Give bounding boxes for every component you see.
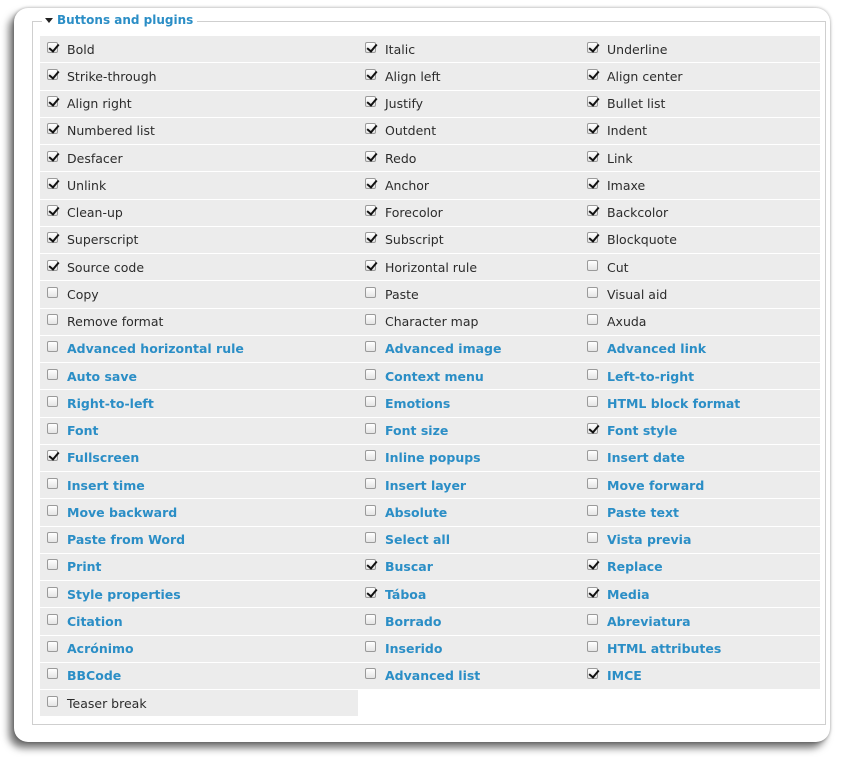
option-acronimo[interactable]: [40, 636, 358, 663]
option-font-size[interactable]: [358, 418, 580, 445]
option-label[interactable]: HTML block format: [607, 395, 741, 411]
option-label[interactable]: BBCode: [67, 668, 122, 684]
option-italic[interactable]: [358, 36, 580, 63]
option-font-style[interactable]: [580, 418, 820, 445]
option-label[interactable]: Align right: [67, 96, 132, 112]
option-label[interactable]: Insert time: [67, 477, 145, 493]
option-label[interactable]: Inserido: [385, 641, 443, 657]
option-superscript[interactable]: [40, 227, 358, 254]
option-context-menu[interactable]: [358, 363, 580, 390]
option-label[interactable]: Justify: [385, 96, 424, 112]
option-label[interactable]: Media: [607, 586, 650, 602]
checkbox-redo[interactable]: [365, 151, 376, 162]
option-label[interactable]: Paste: [385, 286, 419, 302]
options-row: [40, 472, 820, 499]
option-label[interactable]: Borrado: [385, 613, 442, 629]
option-label[interactable]: HTML attributes: [607, 641, 722, 657]
option-replace[interactable]: [580, 554, 820, 581]
checkbox-source-code[interactable]: [47, 260, 58, 271]
option-label[interactable]: Link: [607, 150, 633, 166]
checkbox-insert-date[interactable]: [587, 450, 598, 461]
option-inserido[interactable]: [358, 636, 580, 663]
option-label[interactable]: Character map: [385, 314, 479, 330]
options-row: [40, 663, 820, 690]
options-row: [40, 581, 820, 608]
option-label[interactable]: Move forward: [607, 477, 705, 493]
option-style-properties[interactable]: [40, 581, 358, 608]
checkbox-forecolor[interactable]: [365, 205, 376, 216]
option-label[interactable]: Align center: [607, 68, 683, 84]
checkbox-superscript[interactable]: [47, 232, 58, 243]
options-row: [40, 309, 820, 336]
option-teaser-break[interactable]: [40, 690, 358, 717]
option-label[interactable]: Horizontal rule: [385, 259, 478, 275]
option-strike-through[interactable]: [40, 63, 358, 90]
option-label[interactable]: Underline: [607, 41, 668, 57]
option-label[interactable]: Blockquote: [607, 232, 677, 248]
option-label[interactable]: Move backward: [67, 504, 178, 520]
option-advanced-link[interactable]: [580, 336, 820, 363]
option-advanced-list[interactable]: [358, 663, 580, 690]
checkbox-move-backward[interactable]: [47, 505, 58, 516]
option-label[interactable]: Numbered list: [67, 123, 155, 139]
checkbox-link[interactable]: [587, 151, 598, 162]
option-move-backward[interactable]: [40, 499, 358, 526]
option-desfacer[interactable]: [40, 145, 358, 172]
checkbox-anchor[interactable]: [365, 178, 376, 189]
option-indent[interactable]: [580, 118, 820, 145]
option-label[interactable]: Clean-up: [67, 205, 123, 221]
option-label[interactable]: Font size: [385, 423, 449, 439]
checkbox-character-map[interactable]: [365, 314, 376, 325]
option-label[interactable]: Abreviatura: [607, 613, 691, 629]
option-label[interactable]: Backcolor: [607, 205, 669, 221]
checkbox-inline-popups[interactable]: [365, 450, 376, 461]
options-row: [40, 63, 820, 90]
checkbox-remove-format[interactable]: [47, 314, 58, 325]
option-unlink[interactable]: [40, 172, 358, 199]
option-label[interactable]: Bullet list: [607, 96, 666, 112]
options-row: [40, 418, 820, 445]
option-bold[interactable]: [40, 36, 358, 63]
checkbox-html-block-format[interactable]: [587, 396, 598, 407]
option-link[interactable]: [580, 145, 820, 172]
checkbox-underline[interactable]: [587, 42, 598, 53]
checkbox-auto-save[interactable]: [47, 369, 58, 380]
option-axuda[interactable]: [580, 309, 820, 336]
checkbox-bbcode[interactable]: [47, 668, 58, 679]
checkbox-font-size[interactable]: [365, 423, 376, 434]
option-bbcode[interactable]: [40, 663, 358, 690]
checkbox-align-center[interactable]: [587, 69, 598, 80]
option-buscar[interactable]: [358, 554, 580, 581]
checkbox-fullscreen[interactable]: [47, 450, 58, 461]
checkbox-vista-previa[interactable]: [587, 532, 598, 543]
checkbox-align-right[interactable]: [47, 96, 58, 107]
option-vista-previa[interactable]: [580, 527, 820, 554]
options-row: [40, 200, 820, 227]
option-taboa[interactable]: [358, 581, 580, 608]
collapse-triangle-icon: [45, 18, 53, 23]
option-label[interactable]: Anchor: [385, 177, 430, 193]
option-label[interactable]: Font style: [607, 423, 678, 439]
option-label[interactable]: Cut: [607, 259, 629, 275]
checkbox-inserido[interactable]: [365, 641, 376, 652]
option-label[interactable]: Desfacer: [67, 150, 123, 166]
options-row: [40, 145, 820, 172]
options-row: [40, 254, 820, 281]
checkbox-imce[interactable]: [587, 668, 598, 679]
checkbox-italic[interactable]: [365, 42, 376, 53]
option-move-forward[interactable]: [580, 472, 820, 499]
option-paste-text[interactable]: [580, 499, 820, 526]
option-backcolor[interactable]: [580, 200, 820, 227]
options-row: [40, 91, 820, 118]
option-label[interactable]: Source code: [67, 259, 145, 275]
empty-cell: [580, 690, 820, 717]
checkbox-cut[interactable]: [587, 260, 598, 271]
checkbox-justify[interactable]: [365, 96, 376, 107]
option-left-to-right[interactable]: [580, 363, 820, 390]
option-align-center[interactable]: [580, 63, 820, 90]
option-label[interactable]: Align left: [385, 68, 441, 84]
option-label[interactable]: Replace: [607, 559, 663, 575]
option-label[interactable]: Fullscreen: [67, 450, 140, 466]
option-label[interactable]: Superscript: [67, 232, 139, 248]
option-label[interactable]: Bold: [67, 41, 95, 57]
option-imce[interactable]: [580, 663, 820, 690]
option-label[interactable]: Imaxe: [607, 177, 646, 193]
checkbox-right-to-left[interactable]: [47, 396, 58, 407]
checkbox-advanced-link[interactable]: [587, 341, 598, 352]
checkbox-paste[interactable]: [365, 287, 376, 298]
option-label[interactable]: Acrónimo: [67, 641, 134, 657]
option-label[interactable]: Copy: [67, 286, 99, 302]
option-label[interactable]: Advanced list: [385, 668, 481, 684]
option-font[interactable]: [40, 418, 358, 445]
option-label[interactable]: Context menu: [385, 368, 484, 384]
option-print[interactable]: [40, 554, 358, 581]
checkbox-align-left[interactable]: [365, 69, 376, 80]
checkbox-advanced-horizontal-rule[interactable]: [47, 341, 58, 352]
checkbox-font[interactable]: [47, 423, 58, 434]
option-absolute[interactable]: [358, 499, 580, 526]
option-imaxe[interactable]: [580, 172, 820, 199]
option-emotions[interactable]: [358, 390, 580, 417]
option-citation[interactable]: [40, 608, 358, 635]
option-forecolor[interactable]: [358, 200, 580, 227]
option-auto-save[interactable]: [40, 363, 358, 390]
checkbox-backcolor[interactable]: [587, 205, 598, 216]
options-row: [40, 690, 820, 717]
options-row: [40, 172, 820, 199]
checkbox-strike-through[interactable]: [47, 69, 58, 80]
options-row: [40, 445, 820, 472]
option-label[interactable]: IMCE: [607, 668, 642, 684]
options-row: [40, 608, 820, 635]
option-media[interactable]: [580, 581, 820, 608]
option-label[interactable]: Táboa: [385, 586, 427, 602]
option-anchor[interactable]: [358, 172, 580, 199]
option-paste-from-word[interactable]: [40, 527, 358, 554]
option-label[interactable]: Vista previa: [607, 532, 692, 548]
checkbox-visual-aid[interactable]: [587, 287, 598, 298]
checkbox-buscar[interactable]: [365, 559, 376, 570]
options-grid: [40, 36, 820, 717]
option-label[interactable]: Inline popups: [385, 450, 481, 466]
checkbox-numbered-list[interactable]: [47, 123, 58, 134]
option-label[interactable]: Advanced link: [607, 341, 707, 357]
option-label[interactable]: Emotions: [385, 395, 451, 411]
checkbox-borrado[interactable]: [365, 614, 376, 625]
options-row: [40, 499, 820, 526]
option-inline-popups[interactable]: [358, 445, 580, 472]
option-borrado[interactable]: [358, 608, 580, 635]
option-source-code[interactable]: [40, 254, 358, 281]
option-horizontal-rule[interactable]: [358, 254, 580, 281]
option-label[interactable]: Italic: [385, 41, 416, 57]
option-clean-up[interactable]: [40, 200, 358, 227]
checkbox-copy[interactable]: [47, 287, 58, 298]
fieldset-title: Buttons and plugins: [57, 13, 194, 27]
options-row: [40, 390, 820, 417]
checkbox-blockquote[interactable]: [587, 232, 598, 243]
option-label[interactable]: Select all: [385, 532, 450, 548]
option-label[interactable]: Left-to-right: [607, 368, 695, 384]
option-insert-date[interactable]: [580, 445, 820, 472]
checkbox-abreviatura[interactable]: [587, 614, 598, 625]
option-label[interactable]: Teaser break: [67, 695, 147, 711]
options-row: [40, 118, 820, 145]
checkbox-html-attributes[interactable]: [587, 641, 598, 652]
checkbox-media[interactable]: [587, 587, 598, 598]
checkbox-axuda[interactable]: [587, 314, 598, 325]
option-bullet-list[interactable]: [580, 91, 820, 118]
checkbox-advanced-image[interactable]: [365, 341, 376, 352]
options-row: [40, 636, 820, 663]
checkbox-outdent[interactable]: [365, 123, 376, 134]
checkbox-replace[interactable]: [587, 559, 598, 570]
option-insert-layer[interactable]: [358, 472, 580, 499]
option-redo[interactable]: [358, 145, 580, 172]
option-align-right[interactable]: [40, 91, 358, 118]
option-cut[interactable]: [580, 254, 820, 281]
checkbox-print[interactable]: [47, 559, 58, 570]
checkbox-style-properties[interactable]: [47, 587, 58, 598]
option-label[interactable]: Insert layer: [385, 477, 467, 493]
checkbox-subscript[interactable]: [365, 232, 376, 243]
checkbox-select-all[interactable]: [365, 532, 376, 543]
options-row: [40, 281, 820, 308]
checkbox-left-to-right[interactable]: [587, 369, 598, 380]
options-row: [40, 36, 820, 63]
checkbox-indent[interactable]: [587, 123, 598, 134]
option-label[interactable]: Auto save: [67, 368, 137, 384]
empty-cell: [358, 690, 580, 717]
option-label[interactable]: Outdent: [385, 123, 437, 139]
option-numbered-list[interactable]: [40, 118, 358, 145]
option-copy[interactable]: [40, 281, 358, 308]
checkbox-bullet-list[interactable]: [587, 96, 598, 107]
checkbox-emotions[interactable]: [365, 396, 376, 407]
checkbox-absolute[interactable]: [365, 505, 376, 516]
checkbox-desfacer[interactable]: [47, 151, 58, 162]
options-row: [40, 527, 820, 554]
option-label[interactable]: Font: [67, 423, 99, 439]
checkbox-teaser-break[interactable]: [47, 696, 58, 707]
options-row: [40, 363, 820, 390]
checkbox-context-menu[interactable]: [365, 369, 376, 380]
checkbox-imaxe[interactable]: [587, 178, 598, 189]
option-html-block-format[interactable]: [580, 390, 820, 417]
option-label[interactable]: Forecolor: [385, 205, 443, 221]
option-label[interactable]: Citation: [67, 613, 123, 629]
option-label[interactable]: Strike-through: [67, 68, 157, 84]
option-label[interactable]: Advanced image: [385, 341, 502, 357]
option-visual-aid[interactable]: [580, 281, 820, 308]
option-html-attributes[interactable]: [580, 636, 820, 663]
checkbox-horizontal-rule[interactable]: [365, 260, 376, 271]
option-advanced-image[interactable]: [358, 336, 580, 363]
option-label[interactable]: Subscript: [385, 232, 444, 248]
option-insert-time[interactable]: [40, 472, 358, 499]
option-paste[interactable]: [358, 281, 580, 308]
options-row: [40, 336, 820, 363]
checkbox-paste-from-word[interactable]: [47, 532, 58, 543]
checkbox-bold[interactable]: [47, 42, 58, 53]
option-label[interactable]: Print: [67, 559, 102, 575]
option-label[interactable]: Buscar: [385, 559, 433, 575]
option-label[interactable]: Insert date: [607, 450, 685, 466]
option-label[interactable]: Indent: [607, 123, 648, 139]
option-abreviatura[interactable]: [580, 608, 820, 635]
fieldset-legend-toggle[interactable]: [42, 13, 197, 27]
option-character-map[interactable]: [358, 309, 580, 336]
option-label[interactable]: Paste text: [607, 504, 679, 520]
checkbox-insert-layer[interactable]: [365, 478, 376, 489]
checkbox-unlink[interactable]: [47, 178, 58, 189]
option-label[interactable]: Unlink: [67, 177, 107, 193]
option-subscript[interactable]: [358, 227, 580, 254]
option-underline[interactable]: [580, 36, 820, 63]
option-label[interactable]: Visual aid: [607, 286, 668, 302]
options-row: [40, 554, 820, 581]
option-fullscreen[interactable]: [40, 445, 358, 472]
option-blockquote[interactable]: [580, 227, 820, 254]
option-outdent[interactable]: [358, 118, 580, 145]
option-label[interactable]: Right-to-left: [67, 395, 154, 411]
checkbox-acronimo[interactable]: [47, 641, 58, 652]
checkbox-move-forward[interactable]: [587, 478, 598, 489]
option-label[interactable]: Style properties: [67, 586, 181, 602]
option-label[interactable]: Advanced horizontal rule: [67, 341, 244, 357]
option-justify[interactable]: [358, 91, 580, 118]
checkbox-taboa[interactable]: [365, 587, 376, 598]
checkbox-paste-text[interactable]: [587, 505, 598, 516]
checkbox-insert-time[interactable]: [47, 478, 58, 489]
option-remove-format[interactable]: [40, 309, 358, 336]
option-label[interactable]: Remove format: [67, 314, 164, 330]
option-label[interactable]: Absolute: [385, 504, 448, 520]
option-label[interactable]: Axuda: [607, 314, 647, 330]
checkbox-citation[interactable]: [47, 614, 58, 625]
option-select-all[interactable]: [358, 527, 580, 554]
option-label[interactable]: Redo: [385, 150, 417, 166]
option-label[interactable]: Paste from Word: [67, 532, 186, 548]
checkbox-font-style[interactable]: [587, 423, 598, 434]
option-advanced-horizontal-rule[interactable]: [40, 336, 358, 363]
option-right-to-left[interactable]: [40, 390, 358, 417]
options-row: [40, 227, 820, 254]
checkbox-advanced-list[interactable]: [365, 668, 376, 679]
option-align-left[interactable]: [358, 63, 580, 90]
checkbox-clean-up[interactable]: [47, 205, 58, 216]
